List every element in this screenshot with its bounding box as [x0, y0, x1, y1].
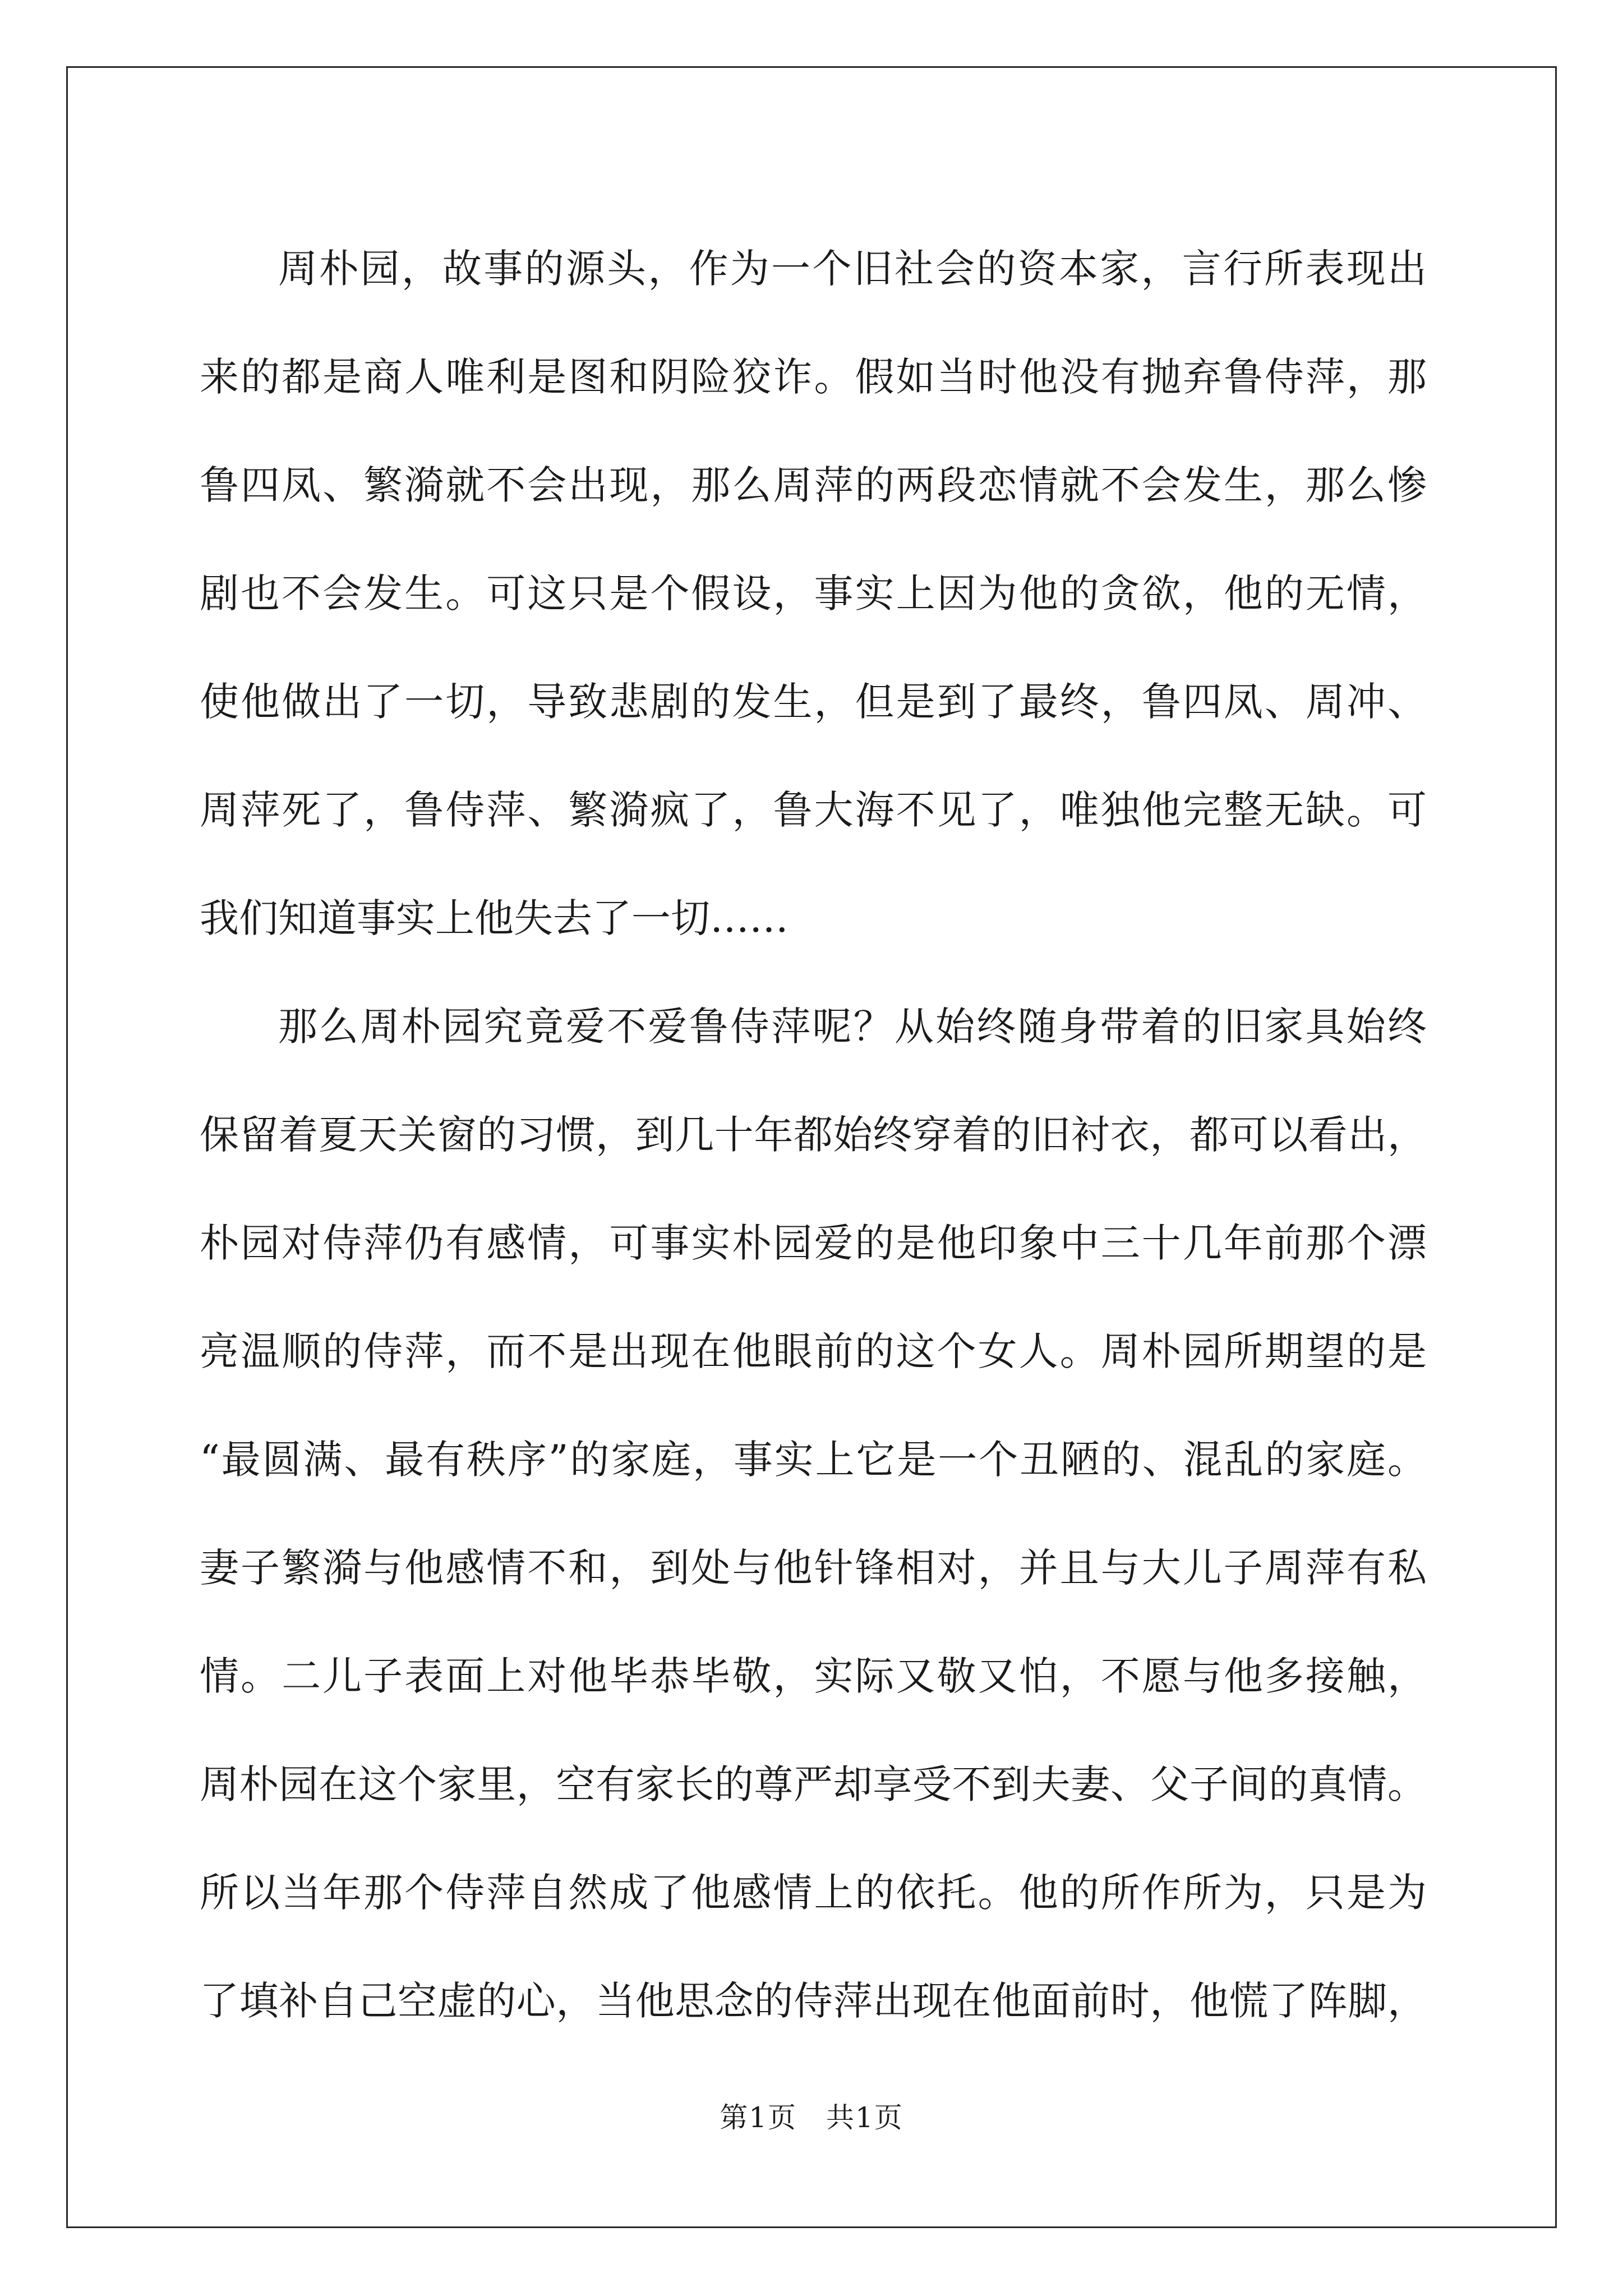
text-line: “最圆满、最有秩序”的家庭，事实上它是一个丑陋的、混乱的家庭。	[200, 1437, 1427, 1483]
page-number-footer: 第1页 共1页	[720, 2101, 903, 2134]
text-line: 周朴园在这个家里，空有家长的尊严却享受不到夫妻、父子间的真情。	[200, 1761, 1427, 1807]
text-line: 亮温顺的侍萍，而不是出现在他眼前的这个女人。周朴园所期望的是	[200, 1328, 1427, 1374]
text-line: 妻子繁漪与他感情不和，到处与他针锋相对，并且与大儿子周萍有私	[200, 1545, 1427, 1591]
text-line: 朴园对侍萍仍有感情，可事实朴园爱的是他印象中三十几年前那个漂	[200, 1220, 1427, 1266]
text-line: 周朴园，故事的源头，作为一个旧社会的资本家，言行所表现出	[278, 246, 1427, 292]
text-line: 所以当年那个侍萍自然成了他感情上的依托。他的所作所为，只是为	[200, 1870, 1427, 1916]
text-line: 鲁四凤、繁漪就不会出现，那么周萍的两段恋情就不会发生，那么惨	[200, 462, 1427, 508]
text-line: 那么周朴园究竟爱不爱鲁侍萍呢？从始终随身带着的旧家具始终	[278, 1004, 1427, 1050]
text-line: 来的都是商人唯利是图和阴险狡诈。假如当时他没有抛弃鲁侍萍，那	[200, 354, 1427, 400]
text-line: 了填补自己空虚的心，当他思念的侍萍出现在他面前时，他慌了阵脚，	[200, 1978, 1427, 2024]
text-line: 保留着夏天关窗的习惯，到几十年都始终穿着的旧衬衣，都可以看出，	[200, 1112, 1427, 1158]
text-line: 情。二儿子表面上对他毕恭毕敬，实际又敬又怕，不愿与他多接触，	[200, 1653, 1427, 1699]
document-body	[200, 215, 1427, 2055]
text-line: 周萍死了，鲁侍萍、繁漪疯了，鲁大海不见了，唯独他完整无缺。可	[200, 787, 1427, 833]
paragraph-2	[200, 973, 1427, 2055]
text-line: 我们知道事实上他失去了一切……	[200, 895, 789, 941]
paragraph-1	[200, 215, 1427, 973]
text-line: 剧也不会发生。可这只是个假设，事实上因为他的贪欲，他的无情，	[200, 570, 1427, 616]
text-line: 使他做出了一切，导致悲剧的发生，但是到了最终，鲁四凤、周冲、	[200, 679, 1427, 725]
